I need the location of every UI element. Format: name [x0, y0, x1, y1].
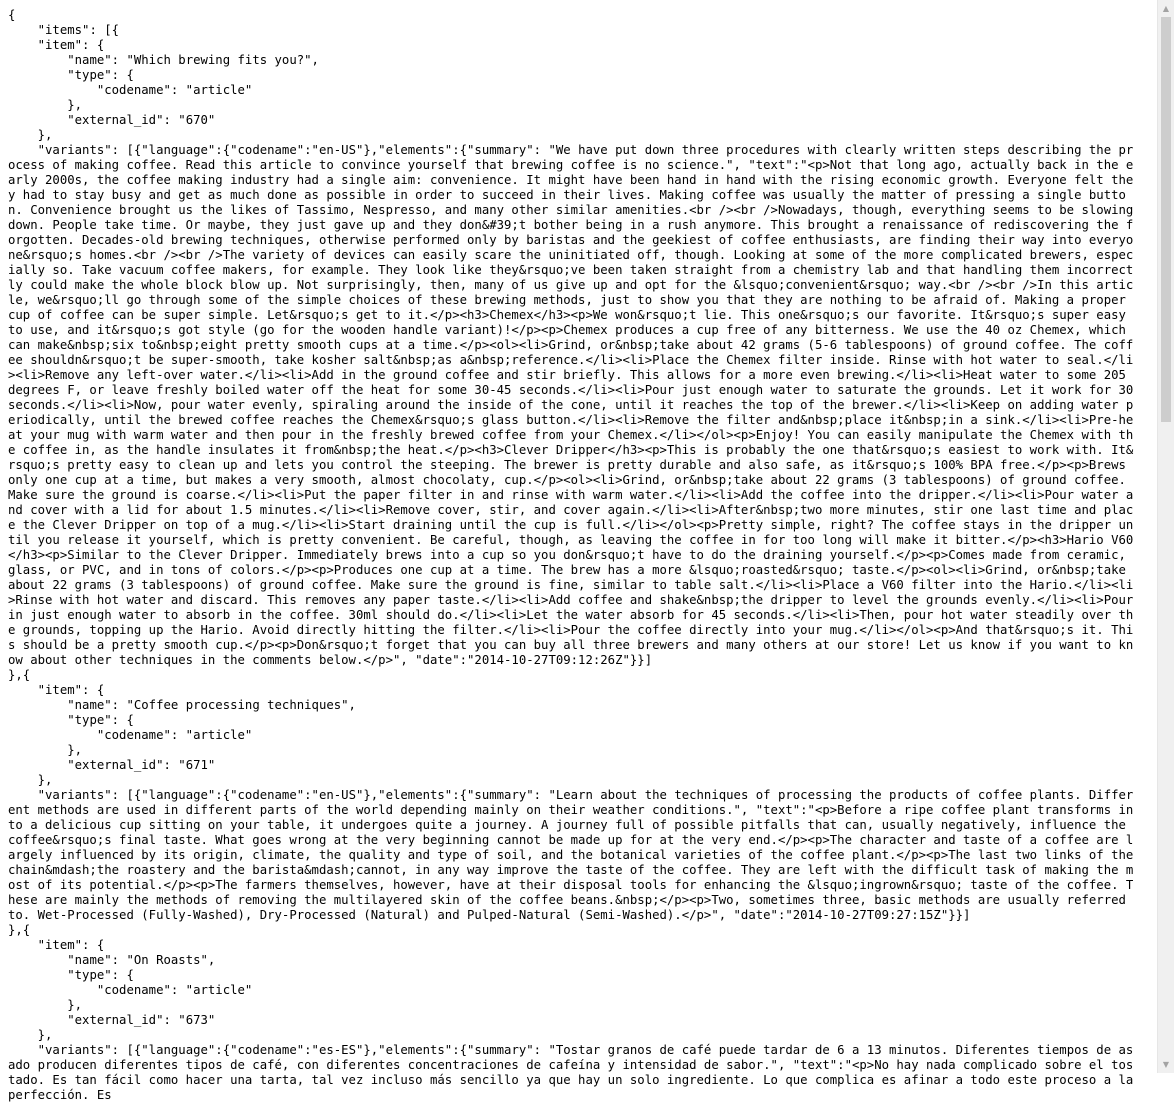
scroll-up-icon[interactable]: ▲ [1162, 4, 1170, 13]
vertical-scrollbar[interactable] [1157, 0, 1174, 1073]
scroll-down-icon[interactable]: ▼ [1162, 1060, 1170, 1069]
scrollbar-thumb[interactable] [1161, 17, 1171, 422]
json-text: { "items": [{ "item": { "name": "Which brewing fits you?", "type": { "codename": "article" }, "external_id": "670" }, "variants": [{"language":{"codename":"en-US"},"elements":{"summary": "We have put down three procedures with clearly written steps describing the process of making coffee. Read this article to convince yourself that brewing coffee is no science.", "text":"<p>Not that long ago, actually back in the early 2000s, the coffee making industry had a single aim: convenience. It might have been hand in hand with the rising economic growth. Everyone felt they had to stay busy and get as much done as possible in order to succeed in their lives. Making coffee was usually the matter of pressing a single button. Convenience brought us the likes of Tassimo, Nespresso, and many other similar amenities.<br /><br />Nowadays, though, everything seems to be slowing down. People take time. Or maybe, they just gave up and they don&#39;t bother being in a rush anymore. This brought a renaissance of rediscovering the forgotten. Decades-old brewing techniques, otherwise performed only by baristas and the geekiest of coffee enthusiasts, are finding their way into everyone&rsquo;s homes.<br /><br />The variety of devices can easily scare the uninitiated off, though. Looking at some of the more complicated brewers, especially so. Take vacuum coffee makers, for example. They look like they&rsquo;ve been taken straight from a chemistry lab and that handling them incorrectly could make the whole block blow up. Not surprisingly, then, many of us give up and opt for the &lsquo;convenient&rsquo; way.<br /><br />In this article, we&rsquo;ll go through some of the simple choices of these brewing methods, just to show you that they are nothing to be afraid of. Making a proper cup of coffee can be super simple. Let&rsquo;s get to it.</p><h3>Chemex</h3><p>We won&rsquo;t lie. This one&rsquo;s our favorite. It&rsquo;s super easy to use, and it&rsquo;s got style (go for the wooden handle variant)!</p><p>Chemex produces a cup free of any bitterness. We use the 40 oz Chemex, which can make&nbsp;six to&nbsp;eight pretty smooth cups at a time.</p><ol><li>Grind, or&nbsp;take about 42 grams (5-6 tablespoons) of ground coffee. The coffee shouldn&rsquo;t be super-smooth, take kosher salt&nbsp;as a&nbsp;reference.</li><li>Place the Chemex filter inside. Rinse with hot water to seal.</li><li>Remove any left-over water.</li><li>Add in the ground coffee and stir briefly. This allows for a more even brewing.</li><li>Heat water to some 205 degrees F, or leave freshly boiled water off the heat for some 30-45 seconds.</li><li>Pour just enough water to saturate the grounds. Let it work for 30 seconds.</li><li>Now, pour water evenly, spiraling around the inside of the cone, until it reaches the top of the brewer.</li><li>Keep on adding water periodically, until the brewed coffee reaches the Chemex&rsquo;s glass button.</li><li>Remove the filter and&nbsp;place it&nbsp;in a sink.</li><li>Pre-heat your mug with warm water and then pour in the freshly brewed coffee from your Chemex.</li></ol><p>Enjoy! You can easily manipulate the Chemex with the coffee in, as the handle insulates it from&nbsp;the heat.</p><h3>Clever Dripper</h3><p>This is probably the one that&rsquo;s easiest to work with. It&rsquo;s pretty easy to clean up and lets you control the steeping. The brewer is pretty durable and also safe, as it&rsquo;s 100% BPA free.</p><p>Brews only one cup at a time, but makes a very smooth, almost chocolaty, cup.</p><ol><li>Grind, or&nbsp;take about 22 grams (3 tablespoons) of ground coffee. Make sure the ground is coarse.</li><li>Put the paper filter in and rinse with warm water.</li><li>Add the coffee into the dripper.</li><li>Pour water and cover with a lid for about 1.5 minutes.</li><li>Remove cover, stir, and cover again.</li><li>After&nbsp;two more minutes, stir one last time and place the Clever Dripper on top of a mug.</li><li>Start draining until the cup is full.</li></ol><p>Pretty simple, right? The coffee stays in the dripper until you release it yourself, which is pretty convenient. Be careful, though, as leaving the coffee in for too long will make it bitter.</p><h3>Hario V60</h3><p>Similar to the Clever Dripper. Immediately brews into a cup so you don&rsquo;t have to do the draining yourself.</p><p>Comes made from ceramic, glass, or PVC, and in tons of colors.</p><p>Produces one cup at a time. The brew has a more &lsquo;roasted&rsquo; taste.</p><ol><li>Grind, or&nbsp;take about 22 grams (3 tablespoons) of ground coffee. Make sure the ground is fine, similar to table salt.</li><li>Place a V60 filter into the Hario.</li><li>Rinse with hot water and discard. This removes any paper taste.</li><li>Add coffee and shake&nbsp;the dripper to level the grounds evenly.</li><li>Pour in just enough water to absorb in the coffee. 30ml should do.</li><li>Let the water absorb for 45 seconds.</li><li>Then, pour hot water steadily over the grounds, topping up the Hario. Avoid directly hitting the filter.</li><li>Pour the coffee directly into your mug.</li></ol><p>And that&rsquo;s it. This should be a pretty smooth cup.</p><p>Don&rsquo;t forget that you can buy all three brewers and many others at our store! Let us know if you want to know about other techniques in the comments below.</p>", "date":"2014-10-27T09:12:26Z"}}] },{ "item": { "name": "Coffee processing techniques", "type": { "codename": "article" }, "external_id": "671" }, "variants": [{"language":{"codename":"en-US"},"elements":{"summary": "Learn about the techniques of processing the products of coffee plants. Different methods are used in different parts of the world depending mainly on their weather conditions.", "text":"<p>Before a ripe coffee plant transforms into a delicious cup sitting on your table, it undergoes quite a journey. A journey full of possible pitfalls that can, usually negatively, influence the coffee&rsquo;s final taste. What goes wrong at the very beginning cannot be made up for at the very end.</p><p>The character and taste of a coffee are largely influenced by its origin, climate, the quality and type of soil, and the botanical varieties of the coffee plant.</p><p>The last two links of the chain&mdash;the roastery and the barista&mdash;cannot, in any way improve the taste of the coffee. They are left with the difficult task of making the most of its potential.</p><p>The farmers themselves, however, have at their disposal tools for enhancing the &lsquo;ingrown&rsquo; taste of the coffee. These are mainly the methods of removing the multilayered skin of the coffee beans.&nbsp;</p><p>Two, sometimes three, basic methods are usually referred to. Wet-Processed (Fully-Washed), Dry-Processed (Natural) and Pulped-Natural (Semi-Washed).</p>", "date":"2014-10-27T09:27:15Z"}}] },{ "item": { "name": "On Roasts", "type": { "codename": "article" }, "external_id": "673" }, "variants": [{"language":{"codename":"es-ES"},"elements":{"summary": "Tostar granos de café puede tardar de 6 a 13 minutos. Diferentes tiempos de asado producen diferentes tipos de café, con diferentes concentraciones de cafeína y intensidad de sabor.", "text":"<p>No hay nada complicado sobre el tostado. Es tan fácil como hacer una tarta, tal vez incluso más sencillo ya que hay un solo ingrediente. Lo que complica es afinar a todo este proceso a la perfección. Es [8, 8, 1134, 1102]
